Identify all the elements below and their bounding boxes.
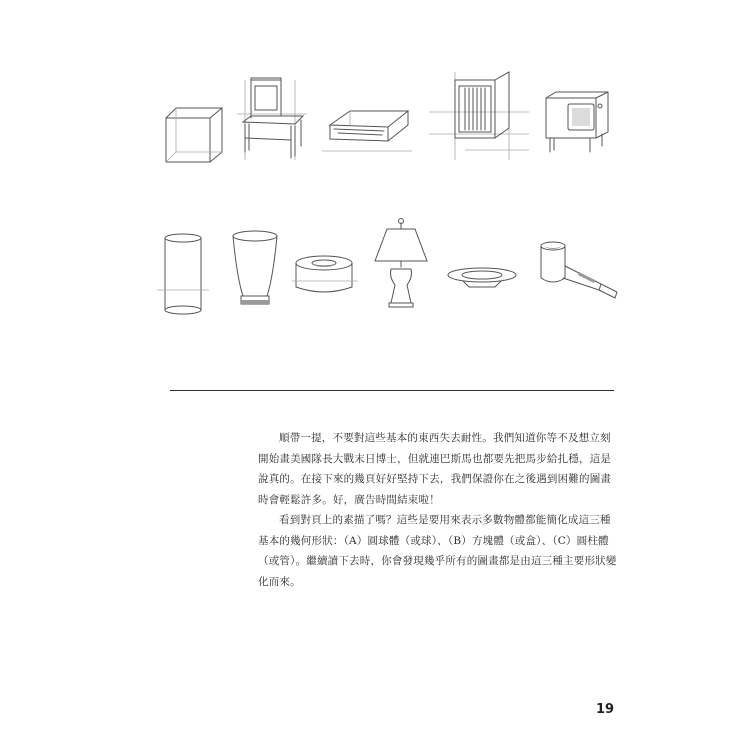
section-divider: [170, 390, 614, 391]
sketch-illustrations: [150, 70, 620, 330]
cube-sketch: [160, 100, 230, 170]
body-text: [258, 428, 618, 592]
tv-sketch: [540, 88, 615, 158]
tape-roll-sketch: [290, 253, 360, 303]
paragraph-1: 順帶一提，不要對這些基本的東西失去耐性。我們知道你等不及想立刻開始畫美國隊長大戰末日博士，但就連巴斯馬也都要先把馬步給扎穩，這是說真的。在接下來的幾頁好好堅持下去，我們保證你在之後遇到困難的圖畫時會輕鬆許多。好，廣告時間結束啦！: [258, 432, 612, 506]
dish-sketch: [445, 265, 520, 295]
page-number: 19: [596, 702, 615, 717]
chair-sketch: [235, 70, 310, 165]
cabinet-sketch: [425, 70, 535, 165]
paragraph-2: 看到對頁上的素描了嗎？這些是要用來表示多數物體都能簡化成這三種基本的幾何形狀：（A）圓球體（或球）、（B）方塊體（或盒）、（C）圓柱體（或管）。繼續讀下去時，你會發現幾乎所有的圖畫都是由這三種主要形狀變化而來。: [258, 514, 617, 588]
glass-sketch: [155, 230, 210, 320]
lamp-sketch: [365, 215, 435, 315]
book-sketch: [320, 105, 415, 160]
pipe-sketch: [535, 238, 625, 308]
vase-sketch: [225, 228, 285, 313]
